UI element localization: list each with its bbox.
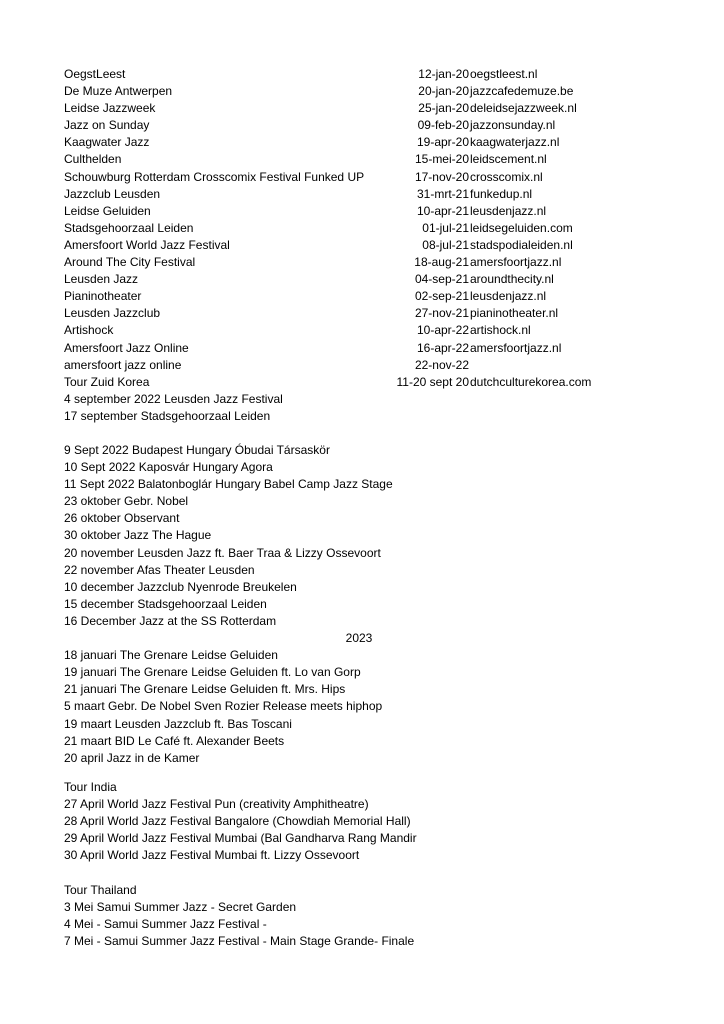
table-row: [64, 134, 624, 151]
list-item: 19 januari The Grenare Leidse Geluiden ft. Lo van Gorp: [64, 665, 361, 680]
gig-name: Schouwburg Rotterdam Crosscomix Festival Funked UP: [64, 169, 365, 184]
list-item: 30 oktober Jazz The Hague: [64, 528, 212, 543]
gig-date: 19-apr-20: [416, 135, 469, 150]
section-2022-b: [64, 442, 664, 767]
section-2022-a: [64, 391, 664, 425]
gig-website: leusdenjazz.nl: [470, 289, 547, 304]
gig-website: leidsegeluiden.com: [470, 220, 573, 235]
gig-name: Amersfoort Jazz Online: [64, 340, 189, 355]
gig-website: stadspodialeiden.nl: [470, 237, 573, 252]
gig-website: amersfoortjazz.nl: [470, 255, 562, 270]
gig-website: amersfoortjazz.nl: [470, 340, 562, 355]
list-item: 11 Sept 2022 Balatonboglár Hungary Babel Camp Jazz Stage: [64, 477, 393, 492]
table-row: [64, 203, 624, 220]
gig-name: Leusden Jazz: [64, 272, 139, 287]
gig-date: 12-jan-20: [418, 67, 469, 81]
section-title: Tour India: [64, 780, 117, 794]
gig-date: 22-nov-22: [414, 357, 469, 372]
gig-name: Amersfoort World Jazz Festival: [64, 237, 230, 252]
gig-date: 02-sep-21: [414, 289, 469, 304]
list-item: 19 maart Leusden Jazzclub ft. Bas Toscani: [64, 716, 292, 731]
gig-website: deleidsejazzweek.nl: [470, 101, 577, 116]
gig-date: 25-jan-20: [418, 101, 469, 116]
list-item: 16 December Jazz at the SS Rotterdam: [64, 613, 277, 628]
list-item: 4 september 2022 Leusden Jazz Festival: [64, 392, 283, 406]
table-row: [64, 288, 624, 305]
gig-date: 01-jul-21: [422, 220, 469, 235]
table-row: [64, 237, 624, 254]
gig-date: 10-apr-21: [416, 203, 469, 218]
gigs-table: [64, 66, 624, 391]
gig-name: Artishock: [64, 323, 114, 338]
gig-name: Tour Zuid Korea: [64, 374, 150, 389]
tour-india-section: [64, 779, 664, 864]
table-row: [64, 322, 624, 339]
table-row: [64, 357, 624, 374]
list-item: 28 April World Jazz Festival Bangalore (Chowdiah Memorial Hall): [64, 814, 411, 829]
gig-name: Around The City Festival: [64, 255, 196, 270]
list-item: 18 januari The Grenare Leidse Geluiden: [64, 648, 278, 663]
gig-date: 09-feb-20: [417, 118, 469, 133]
gig-date: 08-jul-21: [422, 237, 469, 252]
list-item: 9 Sept 2022 Budapest Hungary Óbudai Társaskör: [64, 443, 330, 457]
gig-name: Leusden Jazzclub: [64, 306, 161, 321]
year-heading: 2023: [345, 631, 373, 646]
list-item: 21 januari The Grenare Leidse Geluiden ft. Mrs. Hips: [64, 682, 346, 697]
gig-website: dutchculturekorea.com: [470, 374, 592, 389]
table-row: [64, 151, 624, 168]
list-item: 10 Sept 2022 Kaposvár Hungary Agora: [64, 460, 273, 475]
table-row: [64, 254, 624, 271]
list-item: 4 Mei - Samui Summer Jazz Festival -: [64, 917, 267, 932]
gig-website: oegstleest.nl: [470, 67, 538, 81]
gig-website: crosscomix.nl: [470, 169, 543, 184]
list-item: 30 April World Jazz Festival Mumbai ft. Lizzy Ossevoort: [64, 848, 360, 863]
table-row: [64, 374, 624, 391]
table-row: [64, 117, 624, 134]
gig-website: leusdenjazz.nl: [470, 203, 547, 218]
table-row: [64, 340, 624, 357]
gig-date: 27-nov-21: [414, 306, 469, 321]
gig-date: 10-apr-22: [416, 323, 469, 338]
list-item: 21 maart BID Le Café ft. Alexander Beets: [64, 733, 285, 748]
list-item: 10 december Jazzclub Nyenrode Breukelen: [64, 579, 297, 594]
table-row: [64, 305, 624, 322]
list-item: 27 April World Jazz Festival Pun (creativity Amphitheatre): [64, 797, 369, 812]
list-item: 7 Mei - Samui Summer Jazz Festival - Main Stage Grande- Finale: [64, 934, 415, 949]
gig-date: 31-mrt-21: [416, 186, 469, 201]
gig-date: 04-sep-21: [414, 272, 469, 287]
gig-name: OegstLeest: [64, 67, 126, 81]
gig-website: jazzcafedemuze.be: [470, 84, 574, 99]
gig-date: 16-apr-22: [416, 340, 469, 355]
list-item: 5 maart Gebr. De Nobel Sven Rozier Release meets hiphop: [64, 699, 383, 714]
table-row: [64, 83, 624, 100]
gig-name: Culthelden: [64, 152, 122, 167]
gig-name: De Muze Antwerpen: [64, 84, 173, 99]
list-item: 20 november Leusden Jazz ft. Baer Traa & Lizzy Ossevoort: [64, 545, 381, 560]
gig-website: leidscement.nl: [470, 152, 547, 167]
list-item: 26 oktober Observant: [64, 511, 180, 526]
gig-date: 17-nov-20: [414, 169, 469, 184]
table-row: [64, 169, 624, 186]
gig-website: kaagwaterjazz.nl: [470, 135, 560, 150]
list-item: 23 oktober Gebr. Nobel: [64, 494, 189, 509]
list-item: 29 April World Jazz Festival Mumbai (Bal Gandharva Rang Mandir: [64, 831, 417, 846]
gig-name: Jazz on Sunday: [64, 118, 150, 133]
table-row: [64, 220, 624, 237]
gig-website: jazzonsunday.nl: [470, 118, 556, 133]
list-item: 20 april Jazz in de Kamer: [64, 750, 200, 765]
gig-date: 15-mei-20: [414, 152, 469, 167]
list-item: 22 november Afas Theater Leusden: [64, 562, 255, 577]
table-row: [64, 66, 624, 83]
gig-name: Kaagwater Jazz: [64, 135, 150, 150]
tour-thailand-section: [64, 882, 664, 950]
gig-name: Leidse Geluiden: [64, 203, 151, 218]
gig-website: pianinotheater.nl: [470, 306, 559, 321]
gig-date: 11-20 sept 20: [396, 374, 469, 389]
gig-name: Jazzclub Leusden: [64, 186, 161, 201]
gig-website: aroundthecity.nl: [470, 272, 554, 287]
gig-name: amersfoort jazz online: [64, 357, 182, 372]
table-row: [64, 100, 624, 117]
gig-name: Stadsgehoorzaal Leiden: [64, 220, 194, 235]
gig-name: Pianinotheater: [64, 289, 142, 304]
gig-website: funkedup.nl: [470, 186, 533, 201]
section-title: Tour Thailand: [64, 883, 137, 897]
table-row: [64, 186, 624, 203]
gig-date: 18-aug-21: [414, 255, 469, 270]
gig-name: Leidse Jazzweek: [64, 101, 156, 116]
gig-website: artishock.nl: [470, 323, 531, 338]
gig-date: 20-jan-20: [418, 84, 469, 99]
table-row: [64, 271, 624, 288]
list-item: 17 september Stadsgehoorzaal Leiden: [64, 409, 271, 424]
list-item: 3 Mei Samui Summer Jazz - Secret Garden: [64, 900, 297, 915]
list-item: 15 december Stadsgehoorzaal Leiden: [64, 596, 267, 611]
